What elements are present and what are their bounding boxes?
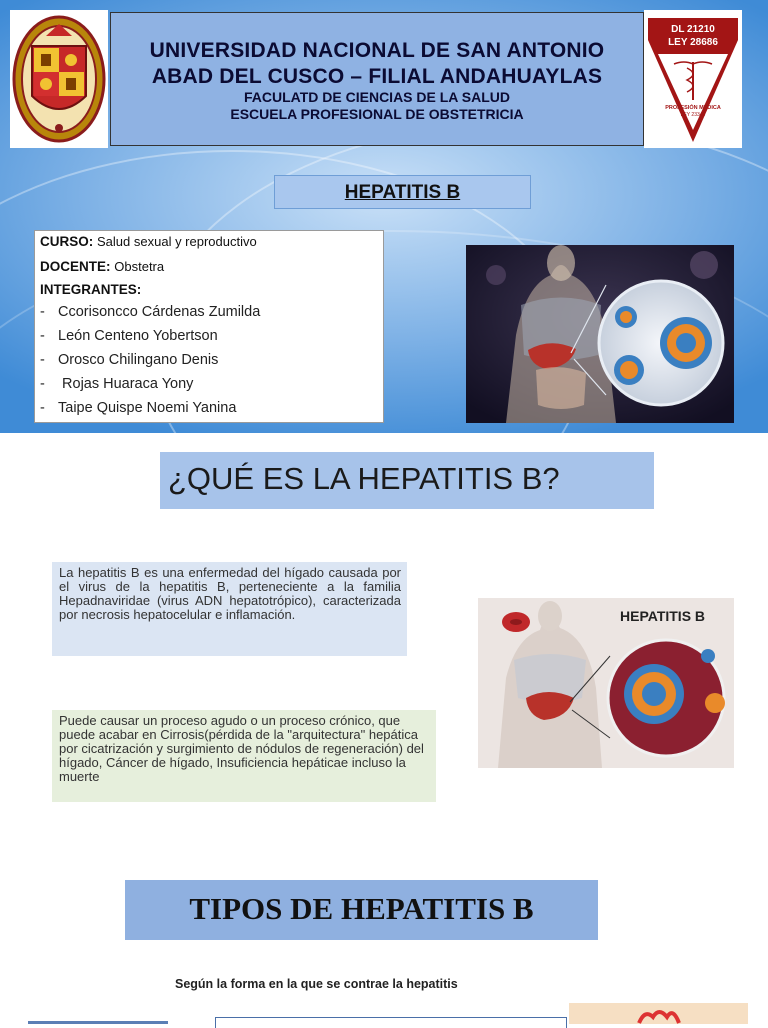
member-item [40, 304, 260, 320]
member-item [40, 328, 218, 344]
bullet: - [40, 352, 45, 368]
member-name: Rojas Huaraca Yony [58, 376, 194, 392]
bullet: - [40, 376, 45, 392]
definition-box [52, 562, 407, 656]
member-item [40, 352, 218, 368]
member-name: Ccorisoncco Cárdenas Zumilda [58, 304, 261, 320]
teacher-line [40, 259, 164, 274]
types-slide [0, 853, 768, 1024]
teacher-label: DOCENTE: [40, 259, 111, 274]
svg-text:DL 21210: DL 21210 [671, 24, 715, 35]
member-name: Orosco Chilingano Denis [58, 352, 219, 368]
members-heading [40, 282, 141, 297]
university-name-line1: UNIVERSIDAD NACIONAL DE SAN ANTONIO [149, 39, 605, 62]
types-title: TIPOS DE HEPATITIS B [189, 891, 534, 926]
teacher-value: Obstetra [114, 259, 165, 274]
slide-title-box [274, 175, 531, 209]
types-title-box [125, 880, 598, 940]
faculty-name: FACULATD DE CIENCIAS DE LA SALUD [244, 89, 510, 105]
svg-text:LEY 23346: LEY 23346 [680, 112, 706, 118]
content-box-partial [215, 1017, 567, 1028]
definition-text: La hepatitis B es una enfermedad del hígado causada por el virus de la hepatitis B, perteneciente a la familia Hepadnaviridae (virus ADN hepatotrópico), caracterizada por necrosis hepatocelular e inflamación. [59, 565, 401, 622]
course-line [40, 234, 257, 249]
school-name: ESCUELA PROFESIONAL DE OBSTETRICIA [230, 106, 524, 122]
svg-text:LEY 28686: LEY 28686 [668, 37, 718, 48]
obstetrics-college-logo [644, 10, 742, 148]
bullet: - [40, 328, 45, 344]
consequences-text: Puede causar un proceso agudo o un proceso crónico, que puede acabar en Cirrosis(pérdida de la "arquitectura" hepática por cicatrización y surgimiento de nódulos de regeneración) del hígado, Cáncer de hígado, Insuficiencia hepáticae incluso la muerte [59, 713, 424, 784]
types-subtitle: Según la forma en la que se contrae la hepatitis [175, 977, 458, 991]
hepatitis-b-illustration [478, 598, 734, 768]
definition-slide [0, 433, 768, 853]
bullet: - [40, 400, 45, 416]
partial-illustration [569, 1003, 748, 1024]
member-item [40, 376, 193, 392]
liver-virus-illustration [466, 245, 734, 423]
course-value: Salud sexual y reproductivo [97, 234, 257, 249]
member-name: León Centeno Yobertson [58, 328, 218, 344]
title-slide [0, 0, 768, 433]
course-label: CURSO: [40, 234, 94, 249]
header-banner [110, 12, 644, 146]
slide-title: HEPATITIS B [344, 182, 461, 203]
bullet: - [40, 304, 45, 320]
svg-text:PROFESIÓN MÉDICA: PROFESIÓN MÉDICA [665, 105, 721, 111]
members-label: INTEGRANTES: [40, 282, 142, 297]
course-info-box [34, 230, 384, 423]
question-title-box [160, 452, 654, 509]
university-crest-logo [10, 10, 108, 148]
image-label: HEPATITIS B [620, 608, 706, 624]
member-name: Taipe Quispe Noemi Yanina [58, 400, 237, 416]
university-name-line2: ABAD DEL CUSCO – FILIAL ANDAHUAYLAS [151, 65, 603, 88]
member-item [40, 400, 236, 416]
question-title: ¿QUÉ ES LA HEPATITIS B? [168, 461, 560, 496]
consequences-box [52, 710, 436, 802]
